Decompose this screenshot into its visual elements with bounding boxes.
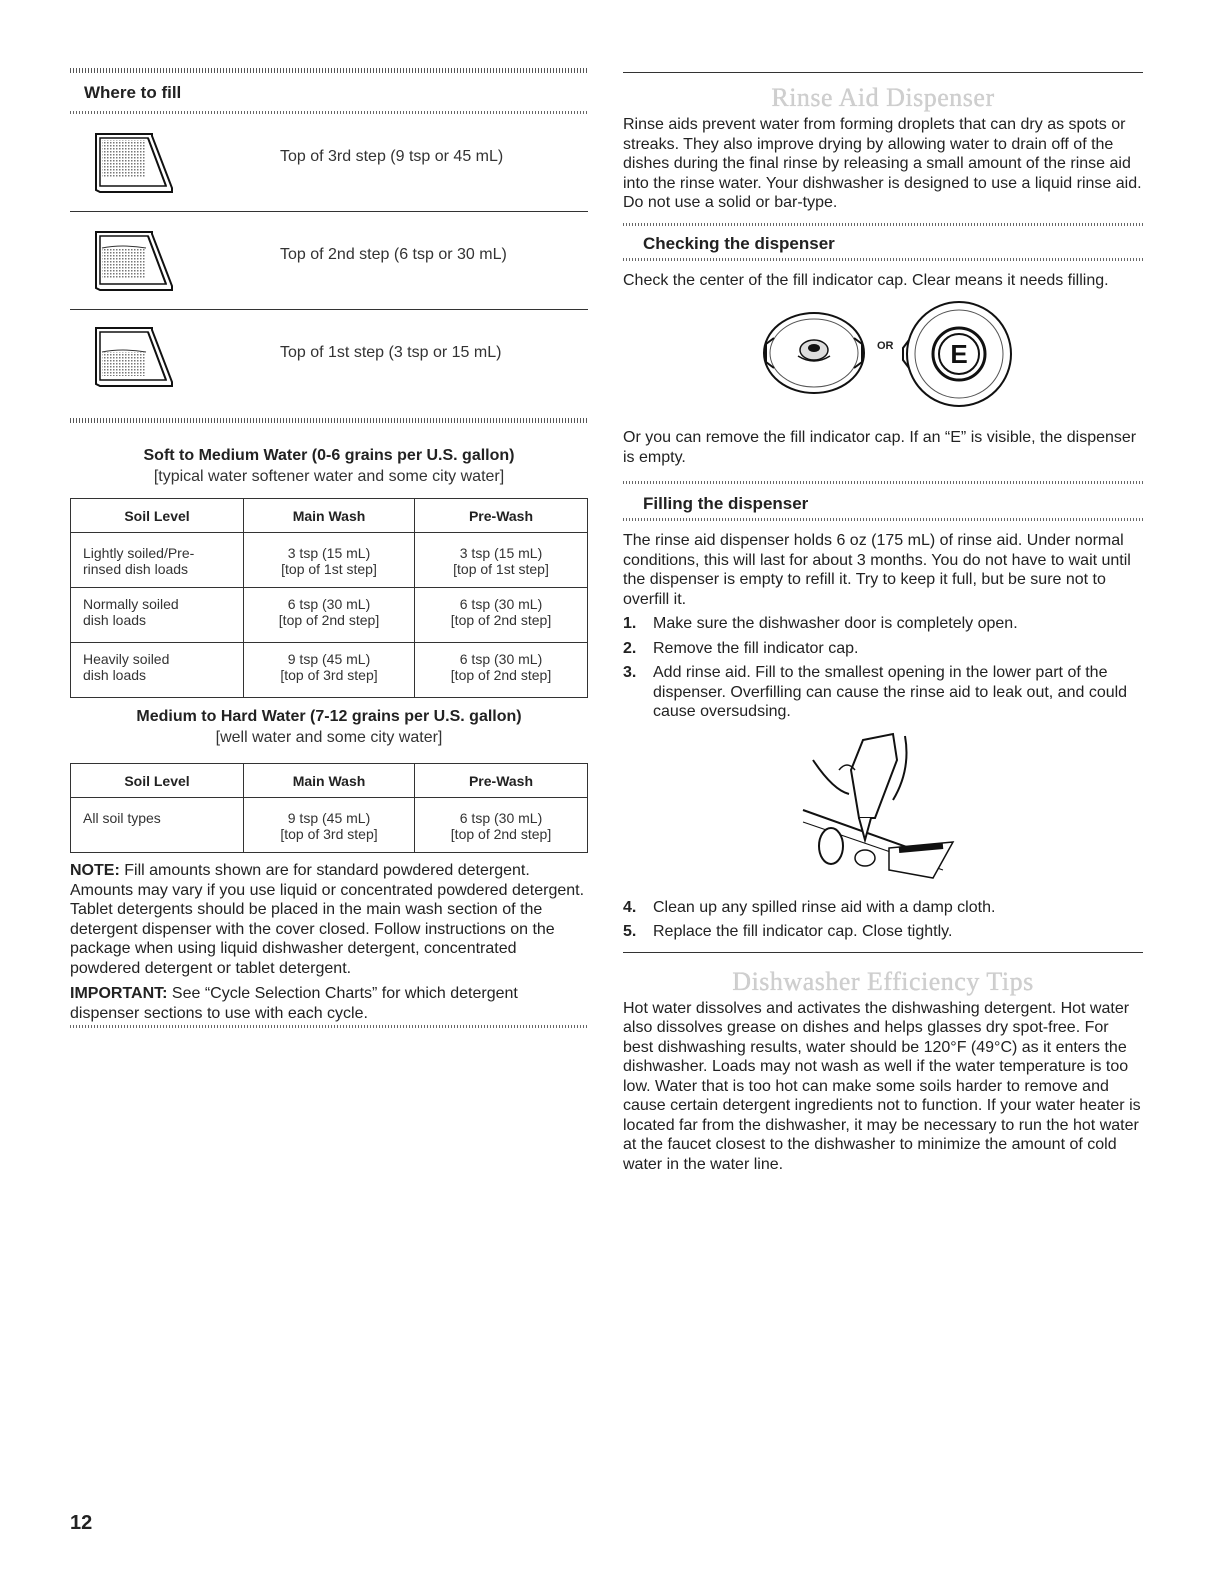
main-wash-cell: [top of 3rd step] [280,826,378,842]
detergent-cup-one-third-icon [92,324,176,390]
pre-wash-cell: 6 tsp (30 mL) [459,596,543,612]
soil-level-cell: Lightly soiled/Pre- [83,545,195,561]
soil-level-cell: dish loads [83,612,147,628]
efficiency-tips-heading: Dishwasher Efficiency Tips [732,966,1034,996]
table-header: Main Wash [244,499,415,533]
main-wash-cell: [top of 2nd step] [278,612,380,628]
filling-dispenser-text: The rinse aid dispenser holds 6 oz (175 mL) of rinse aid. Under normal conditions, this will last for about 3 months. You do not have to wait until the dispenser is empty to refill it. Try to keep it full, but be sure not to overfill it. [623,532,1131,608]
note-label: NOTE: [70,862,120,879]
pre-wash-cell: [top of 2nd step] [450,612,552,628]
important-label: IMPORTANT: [70,985,168,1002]
section-divider [623,518,1143,521]
section-rule [623,952,1143,953]
rinse-aid-intro: Rinse aids prevent water from forming droplets that can dry as spots or streaks. They also improve drying by allowing water to drain off of the dishes during the final rinse by releasing a small amount of the rinse aid into the rinse water. Your dishwasher is designed to use a liquid rinse aid. Do not use a solid or bar-type. [623,116,1142,211]
section-divider [623,258,1143,261]
main-wash-cell: 3 tsp (15 mL) [287,545,371,561]
soil-level-cell: rinsed dish loads [83,561,189,577]
efficiency-tips-text: Hot water dissolves and activates the dishwashing detergent. Hot water also dissolves grease on dishes and helps glasses dry spot-free. For best dishwashing results, water should be 120°F (49°C) as it enters the dishwasher. Loads may not wash as well if the water temperature is too low. Water that is too hot can make some soils harder to remove and cause certain detergent ingredients not to function. If your water heater is located far from the dishwasher, it may be necessary to run the hot water at the faucet closest to the dishwasher to minimize the amount of cold water in the water line. [623,999,1141,1173]
main-wash-cell: [top of 3rd step] [280,667,378,683]
list-item: 2. Remove the fill indicator cap. [623,639,859,657]
fill-level-label: Top of 1st step (3 tsp or 15 mL) [280,344,502,361]
fill-level-label: Top of 3rd step (9 tsp or 45 mL) [280,148,504,165]
list-item: 1. Make sure the dishwasher door is completely open. [623,615,1018,632]
remove-cap-text: Or you can remove the fill indicator cap. If an “E” is visible, the dispenser is empty. [623,429,1137,466]
pre-wash-cell: [top of 1st step] [453,561,549,577]
important-paragraph [70,984,588,1023]
table-header: Pre-Wash [415,764,588,798]
note-text: Fill amounts shown are for standard powdered detergent. Amounts may vary if you use liquid or concentrated powdered detergent. Tablet detergents should be placed in the main wash section of the detergent dispenser with the cover closed. Follow instructions on the package when using liquid dishwasher detergent, concentrated powdered detergent or tablet detergent. [70,862,585,977]
empty-cap-e-icon [901,298,1017,410]
or-label: OR [877,340,894,352]
filling-steps-continued [623,898,1143,942]
pre-wash-cell: 6 tsp (30 mL) [459,651,543,667]
fill-row-2nd-step [70,212,588,310]
table-header: Soil Level [71,764,244,798]
page-number: 12 [70,1512,93,1534]
list-item: 3. Add rinse aid. Fill to the smallest opening in the lower part of the dispenser. Overfilling can cause the rinse aid to leak out, and could cause oversudsing. [623,664,1128,720]
pre-wash-cell: 6 tsp (30 mL) [459,810,543,826]
table-row [71,588,588,643]
table-header: Main Wash [244,764,415,798]
fill-indicator-cap-icon [758,308,870,398]
detergent-cup-full-icon [92,130,176,196]
list-item: 4. Clean up any spilled rinse aid with a damp cloth. [623,898,996,916]
fill-row-1st-step [70,310,588,418]
soil-level-cell: All soil types [83,810,161,826]
main-wash-cell: 9 tsp (45 mL) [287,651,371,667]
soil-level-cell: dish loads [83,667,147,683]
important-text: See “Cycle Selection Charts” for which detergent dispenser sections to use with each cycle. [70,985,518,1022]
main-wash-cell: 6 tsp (30 mL) [287,596,371,612]
section-divider [623,481,1143,484]
filling-steps [623,614,1143,722]
right-column [623,68,1143,1174]
section-divider [70,1025,588,1028]
main-wash-cell: 9 tsp (45 mL) [287,810,371,826]
table-row [71,533,588,588]
table-row [71,643,588,698]
pre-wash-cell: [top of 2nd step] [450,667,552,683]
hard-water-title: Medium to Hard Water (7-12 grains per U.S. gallon) [136,708,522,725]
left-column [70,68,588,1028]
table-header: Pre-Wash [415,499,588,533]
cap-letter-e: E [950,339,968,369]
pre-wash-cell: 3 tsp (15 mL) [459,545,543,561]
list-item: 5. Replace the fill indicator cap. Close tightly. [623,923,953,940]
detergent-cup-two-thirds-icon [92,228,176,294]
soft-water-title: Soft to Medium Water (0-6 grains per U.S. gallon) [143,447,515,464]
soft-water-subtitle: [typical water softener water and some city water] [153,468,505,485]
checking-dispenser-heading: Checking the dispenser [643,233,835,253]
filling-dispenser-heading: Filling the dispenser [643,494,809,513]
section-divider [70,418,588,423]
pre-wash-cell: [top of 2nd step] [450,826,552,842]
table-header: Soil Level [71,499,244,533]
hard-water-subtitle: [well water and some city water] [215,729,443,746]
fill-level-label: Top of 2nd step (6 tsp or 30 mL) [280,246,507,263]
table-row [71,798,588,853]
soil-level-cell: Normally soiled [83,596,179,612]
note-paragraph [70,861,588,978]
section-rule [623,72,1143,73]
where-to-fill-heading: Where to fill [84,83,182,102]
hard-water-table [70,763,588,853]
rinse-aid-heading: Rinse Aid Dispenser [771,83,995,112]
section-divider [623,223,1143,226]
section-divider [70,68,588,73]
checking-dispenser-text: Check the center of the fill indicator cap. Clear means it needs filling. [623,271,1109,289]
pouring-rinse-aid-illustration [793,730,963,890]
indicator-cap-illustration [623,298,1143,418]
fill-row-3rd-step [70,114,588,212]
main-wash-cell: [top of 1st step] [281,561,377,577]
soft-water-table [70,498,588,698]
soil-level-cell: Heavily soiled [83,651,170,667]
